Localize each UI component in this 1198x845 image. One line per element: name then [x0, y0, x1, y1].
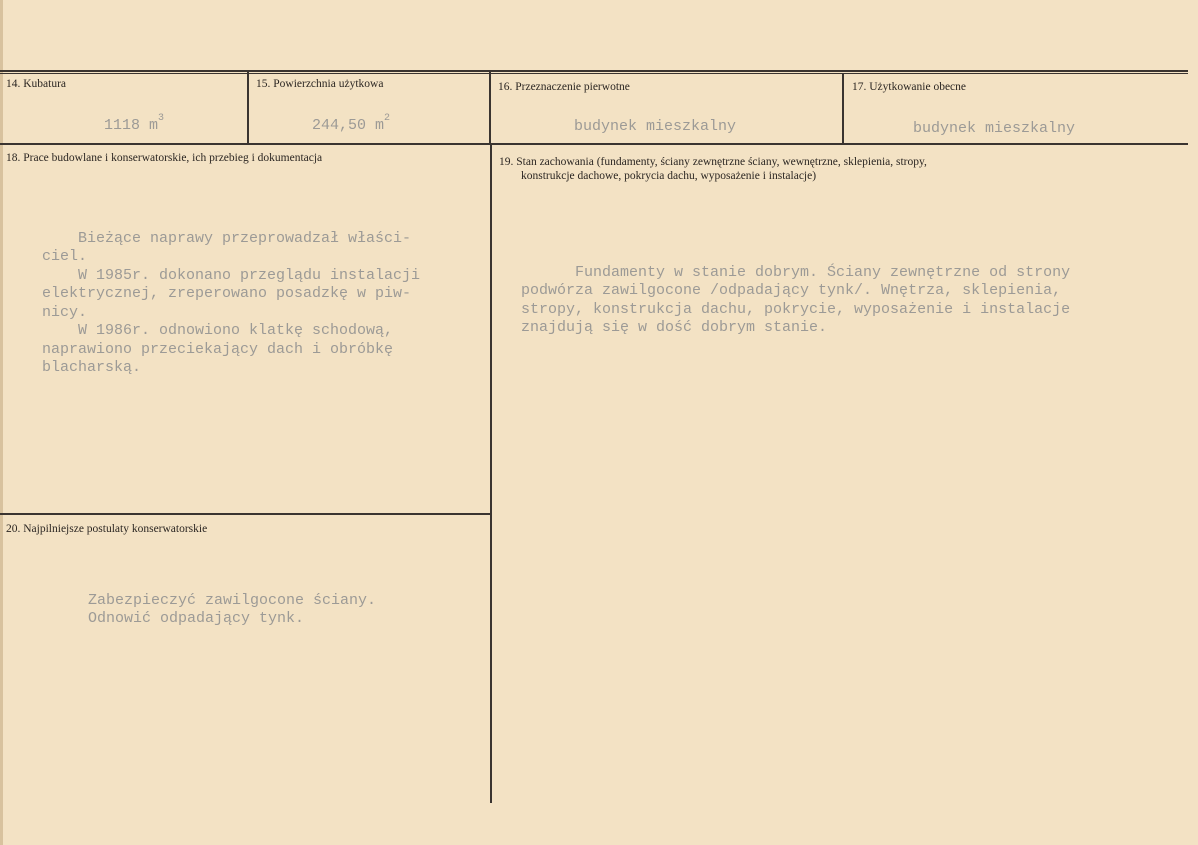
top-rule: [0, 70, 1188, 72]
field15-label: 15. Powierzchnia użytkowa: [256, 78, 384, 90]
field18-line: elektrycznej, zreperowano posadzkę w piw-: [42, 285, 412, 302]
field20-separator: [0, 513, 492, 515]
field14-label: 14. Kubatura: [6, 78, 67, 90]
main-column-divider: [490, 145, 492, 803]
field19-label-line2: konstrukcje dachowe, pokrycia dachu, wyposażenie i instalacje): [521, 170, 817, 182]
top-rule-2: [0, 73, 1188, 74]
field16-value: budynek mieszkalny: [574, 118, 737, 135]
divider-16-17: [842, 74, 844, 144]
field14-value: 1118 $m^3$: [104, 113, 165, 134]
field18-line: blacharską.: [42, 359, 142, 376]
row-separator: [0, 143, 1188, 145]
field18-line: naprawiono przeciekający dach i obróbkę: [42, 340, 394, 358]
field18-text: [42, 211, 420, 396]
field20-text: [88, 573, 376, 647]
field19-line: podwórza zawilgocone /odpadający tynk/. Wnętrza, sklepienia,: [521, 282, 1062, 299]
field18-line: W 1986r. odnowiono klatkę schodową,: [42, 322, 394, 339]
divider-14-15: [247, 72, 249, 144]
field17-label: 17. Użytkowanie obecne: [852, 81, 967, 93]
paper-edge: [0, 0, 3, 845]
field18-label: 18. Prace budowlane i konserwatorskie, ich przebieg i dokumentacja: [6, 152, 323, 164]
field20-line: Odnowić odpadający tynk.: [88, 610, 305, 627]
field19-line: Fundamenty w stanie dobrym. Ściany zewnętrzne od strony: [521, 263, 1071, 281]
field15-value: 244,50 $m^2$: [312, 113, 391, 134]
field20-label: 20. Najpilniejsze postulaty konserwatorskie: [6, 523, 208, 535]
field17-value: budynek mieszkalny: [913, 120, 1076, 137]
field16-label: 16. Przeznaczenie pierwotne: [498, 81, 630, 93]
field18-line: nicy.: [42, 303, 88, 321]
divider-15-16: [489, 72, 491, 144]
field19-label-line1: 19. Stan zachowania (fundamenty, ściany zewnętrzne ściany, wewnętrzne, sklepienia, stropy,: [499, 156, 927, 168]
field19-line: stropy, konstrukcja dachu, pokrycie, wyposażenie i instalacje: [521, 300, 1071, 318]
field18-line: W 1985r. dokonano przeglądu instalacji: [42, 266, 421, 284]
field20-line: Zabezpieczyć zawilgocone ściany.: [88, 591, 377, 609]
field19-line: znajdują się w dość dobrym stanie.: [521, 319, 828, 336]
field19-text: [521, 245, 1070, 356]
field18-line: Bieżące naprawy przeprowadzał właści-: [42, 229, 412, 247]
field18-line: ciel.: [42, 248, 88, 265]
